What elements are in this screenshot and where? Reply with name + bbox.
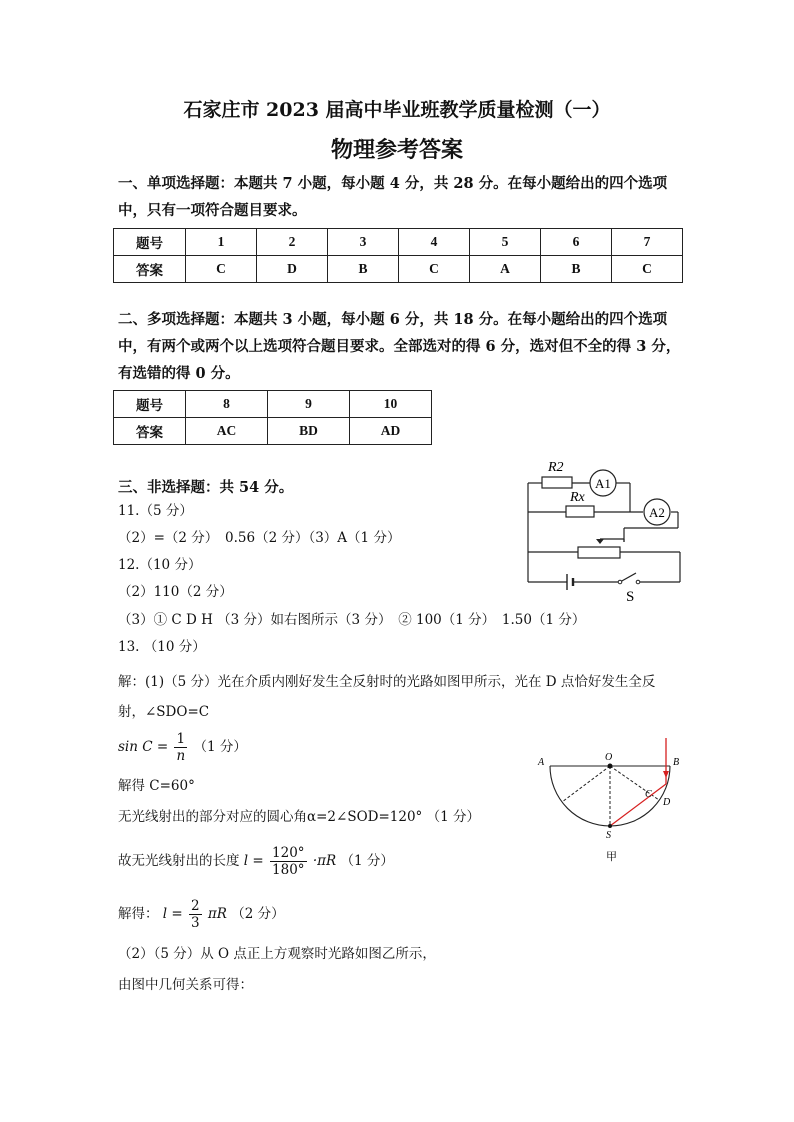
formula-lhs: l = xyxy=(162,906,183,922)
table-cell: 答案 xyxy=(114,418,186,445)
table-cell: 4 xyxy=(399,229,470,256)
table-cell: 6 xyxy=(541,229,612,256)
central-angle-line: 无光线射出的部分对应的圆心角α=2∠SOD=120° （1 分） xyxy=(118,809,480,825)
table-cell: A xyxy=(470,256,541,283)
label-o: O xyxy=(605,752,613,763)
score-note: （1 分） xyxy=(193,739,247,755)
fraction-numerator: 1 xyxy=(174,731,187,748)
q13-title: 13. （10 分） xyxy=(118,639,206,655)
page-subtitle: 物理参考答案 xyxy=(330,137,463,163)
table-row xyxy=(114,229,683,256)
q13-solution-line1: 解：(1)（5 分）光在介质内刚好发生全反射时的光路如图甲所示，光在 D 点恰好发生全反 xyxy=(118,674,656,690)
table-cell: AD xyxy=(350,418,432,445)
table-cell: 题号 xyxy=(114,229,186,256)
table-cell: 8 xyxy=(186,391,268,418)
sin-formula xyxy=(118,731,247,764)
formula-prefix: 解得： xyxy=(118,906,159,922)
table-cell: B xyxy=(328,256,399,283)
fraction-numerator: 2 xyxy=(191,898,200,914)
fraction xyxy=(174,731,187,764)
table-cell: 10 xyxy=(350,391,432,418)
label-d: D xyxy=(663,797,671,808)
label-r2: R2 xyxy=(548,460,564,475)
table-cell: 1 xyxy=(186,229,257,256)
formula-rhs: πR xyxy=(207,906,227,922)
table-cell: 9 xyxy=(268,391,350,418)
fraction-denominator: n xyxy=(176,748,186,764)
label-s: S xyxy=(606,830,611,841)
table-cell: AC xyxy=(186,418,268,445)
section3-heading: 三、非选择题：共 54 分。 xyxy=(118,479,294,496)
figure-jia xyxy=(530,738,690,868)
geometry-line: 由图中几何关系可得： xyxy=(118,977,253,993)
single-choice-table xyxy=(113,228,683,283)
score-note: （1 分） xyxy=(340,853,394,869)
label-a1: A1 xyxy=(595,476,611,491)
page-title: 石家庄市 2023 届高中毕业班教学质量检测（一） xyxy=(183,99,611,121)
fraction xyxy=(270,845,307,878)
table-cell: C xyxy=(186,256,257,283)
circuit-diagram xyxy=(520,455,685,605)
section2-intro: 二、多项选择题：本题共 3 小题，每小题 6 分，共 18 分。在每小题给出的四个选项中，有两个或两个以上选项符合题目要求。全部选对的得 6 分，选对但不全的得 3 分，有选错的得 0 分。 xyxy=(118,311,681,382)
table-row xyxy=(114,391,432,418)
label-b: B xyxy=(673,757,680,768)
fraction xyxy=(189,898,202,931)
table-cell: D xyxy=(257,256,328,283)
formula-rhs: ·πR xyxy=(312,853,337,869)
result-formula xyxy=(118,898,285,931)
table-cell: 题号 xyxy=(114,391,186,418)
fraction-numerator: 120° xyxy=(272,845,305,861)
fraction-denominator: 3 xyxy=(191,915,200,931)
table-row xyxy=(114,418,432,445)
table-cell: 答案 xyxy=(114,256,186,283)
table-cell: B xyxy=(541,256,612,283)
length-formula xyxy=(118,845,394,878)
q13-solution-line2: 射，∠SDO=C xyxy=(118,704,210,720)
formula-prefix: 故无光线射出的长度 xyxy=(118,853,240,869)
label-rx: Rx xyxy=(570,490,585,505)
table-cell: C xyxy=(612,256,683,283)
formula-lhs: l = xyxy=(243,853,264,869)
q11-title: 11.（5 分） xyxy=(118,503,193,519)
score-note: （2 分） xyxy=(231,906,285,922)
part2-line: （2）（5 分）从 O 点正上方观察时光路如图乙所示， xyxy=(118,946,436,962)
table-cell: 5 xyxy=(470,229,541,256)
multiple-choice-table xyxy=(113,390,432,445)
table-cell: 7 xyxy=(612,229,683,256)
label-switch: S xyxy=(626,589,635,605)
table-row xyxy=(114,256,683,283)
section1-intro: 一、单项选择题：本题共 7 小题，每小题 4 分，共 28 分。在每小题给出的四个选项中，只有一项符合题目要求。 xyxy=(118,175,668,219)
q12-answer-3: （3）① C D H （3 分）如右图所示（3 分） ② 100（1 分） 1.50（1 分） xyxy=(118,612,586,628)
label-a2: A2 xyxy=(649,505,665,520)
table-cell: C xyxy=(399,256,470,283)
table-cell: BD xyxy=(268,418,350,445)
q12-title: 12.（10 分） xyxy=(118,557,202,573)
fraction-denominator: 180° xyxy=(272,862,305,878)
solve-angle: 解得 C=60° xyxy=(118,778,195,794)
table-cell: 2 xyxy=(257,229,328,256)
slider-arrow-icon xyxy=(596,539,604,544)
q12-answer-2: （2）110（2 分） xyxy=(118,584,233,600)
label-a: A xyxy=(538,757,545,768)
label-c: C xyxy=(645,789,652,800)
formula-lhs: sin C = xyxy=(118,739,169,755)
table-cell: 3 xyxy=(328,229,399,256)
q11-answer: （2）=（2 分） 0.56（2 分）（3）A（1 分） xyxy=(118,530,401,546)
figure-caption: 甲 xyxy=(606,851,617,863)
